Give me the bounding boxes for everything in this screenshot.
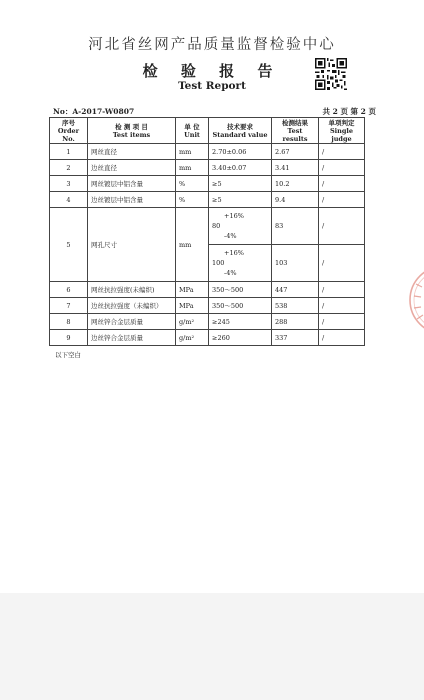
end-of-content-note: 以下空白 bbox=[55, 351, 81, 359]
row-result: 103 bbox=[272, 245, 319, 282]
row-standard: +16% 80 -4% bbox=[209, 208, 272, 245]
row-judge: / bbox=[319, 176, 365, 192]
row-standard: +16% 100 -4% bbox=[209, 245, 272, 282]
page-background bbox=[0, 593, 424, 700]
row-judge: / bbox=[319, 245, 365, 282]
row-standard: 350～500 bbox=[209, 298, 272, 314]
row-no: 8 bbox=[50, 314, 88, 330]
header-judge: 单项判定 Single judge bbox=[319, 118, 365, 144]
table-row bbox=[50, 314, 365, 330]
report-number: No：A-2017-W0807 bbox=[53, 107, 135, 116]
table-row bbox=[50, 144, 365, 160]
row-item: 边丝锌合金层质量 bbox=[88, 330, 176, 346]
row-standard: 3.40±0.07 bbox=[209, 160, 272, 176]
row-result: 288 bbox=[272, 314, 319, 330]
results-table bbox=[49, 117, 365, 346]
row-no: 5 bbox=[50, 208, 88, 282]
header-order: 序号 Order No. bbox=[50, 118, 88, 144]
row-item: 网丝镀层中铝含量 bbox=[88, 176, 176, 192]
table-row bbox=[50, 208, 365, 245]
row-judge: / bbox=[319, 282, 365, 298]
row-no: 3 bbox=[50, 176, 88, 192]
row-result: 9.4 bbox=[272, 192, 319, 208]
row-judge: / bbox=[319, 298, 365, 314]
row-no: 1 bbox=[50, 144, 88, 160]
qr-code-icon bbox=[315, 58, 347, 90]
row-item: 网丝直径 bbox=[88, 144, 176, 160]
row-unit: MPa bbox=[176, 298, 209, 314]
table-row bbox=[50, 176, 365, 192]
row-result: 337 bbox=[272, 330, 319, 346]
row-unit: mm bbox=[176, 144, 209, 160]
table-row bbox=[50, 330, 365, 346]
row-unit: mm bbox=[176, 208, 209, 282]
row-item: 网丝锌合金层质量 bbox=[88, 314, 176, 330]
row-standard: 350～500 bbox=[209, 282, 272, 298]
report-title-cn: 检 验 报 告 bbox=[142, 62, 282, 80]
row-item: 网丝抗拉强度(未编织) bbox=[88, 282, 176, 298]
table-row bbox=[50, 298, 365, 314]
row-item: 边丝直径 bbox=[88, 160, 176, 176]
report-title-en: Test Report bbox=[178, 80, 246, 92]
row-result: 447 bbox=[272, 282, 319, 298]
table-row bbox=[50, 160, 365, 176]
row-result: 3.41 bbox=[272, 160, 319, 176]
row-unit: MPa bbox=[176, 282, 209, 298]
row-judge: / bbox=[319, 314, 365, 330]
row-standard: ≥5 bbox=[209, 176, 272, 192]
seal-stamp-icon bbox=[402, 262, 424, 338]
table-row bbox=[50, 192, 365, 208]
row-judge: / bbox=[319, 192, 365, 208]
row-judge: / bbox=[319, 144, 365, 160]
row-judge: / bbox=[319, 160, 365, 176]
row-no: 6 bbox=[50, 282, 88, 298]
row-result: 538 bbox=[272, 298, 319, 314]
row-no: 2 bbox=[50, 160, 88, 176]
row-unit: mm bbox=[176, 160, 209, 176]
row-item: 边丝镀层中铝含量 bbox=[88, 192, 176, 208]
row-standard: 2.70±0.06 bbox=[209, 144, 272, 160]
page-indicator: 共 2 页 第 2 页 bbox=[322, 107, 376, 116]
row-no: 9 bbox=[50, 330, 88, 346]
row-result: 10.2 bbox=[272, 176, 319, 192]
row-standard: ≥5 bbox=[209, 192, 272, 208]
header-result: 检测结果 Test results bbox=[272, 118, 319, 144]
row-item: 网孔尺寸 bbox=[88, 208, 176, 282]
row-unit: g/m² bbox=[176, 314, 209, 330]
row-result: 2.67 bbox=[272, 144, 319, 160]
row-no: 7 bbox=[50, 298, 88, 314]
row-unit: % bbox=[176, 192, 209, 208]
table-header-row bbox=[50, 118, 365, 144]
header-unit: 单 位 Unit bbox=[176, 118, 209, 144]
row-unit: % bbox=[176, 176, 209, 192]
row-no: 4 bbox=[50, 192, 88, 208]
table-row bbox=[50, 282, 365, 298]
row-standard: ≥245 bbox=[209, 314, 272, 330]
header-standard: 技术要求 Standard value bbox=[209, 118, 272, 144]
row-judge: / bbox=[319, 208, 365, 245]
header-item: 检 测 项 目 Test items bbox=[88, 118, 176, 144]
row-standard: ≥260 bbox=[209, 330, 272, 346]
row-result: 83 bbox=[272, 208, 319, 245]
issuing-organization: 河北省丝网产品质量监督检验中心 bbox=[88, 37, 336, 53]
row-item: 边丝抗拉强度（未编织） bbox=[88, 298, 176, 314]
row-unit: g/m² bbox=[176, 330, 209, 346]
row-judge: / bbox=[319, 330, 365, 346]
